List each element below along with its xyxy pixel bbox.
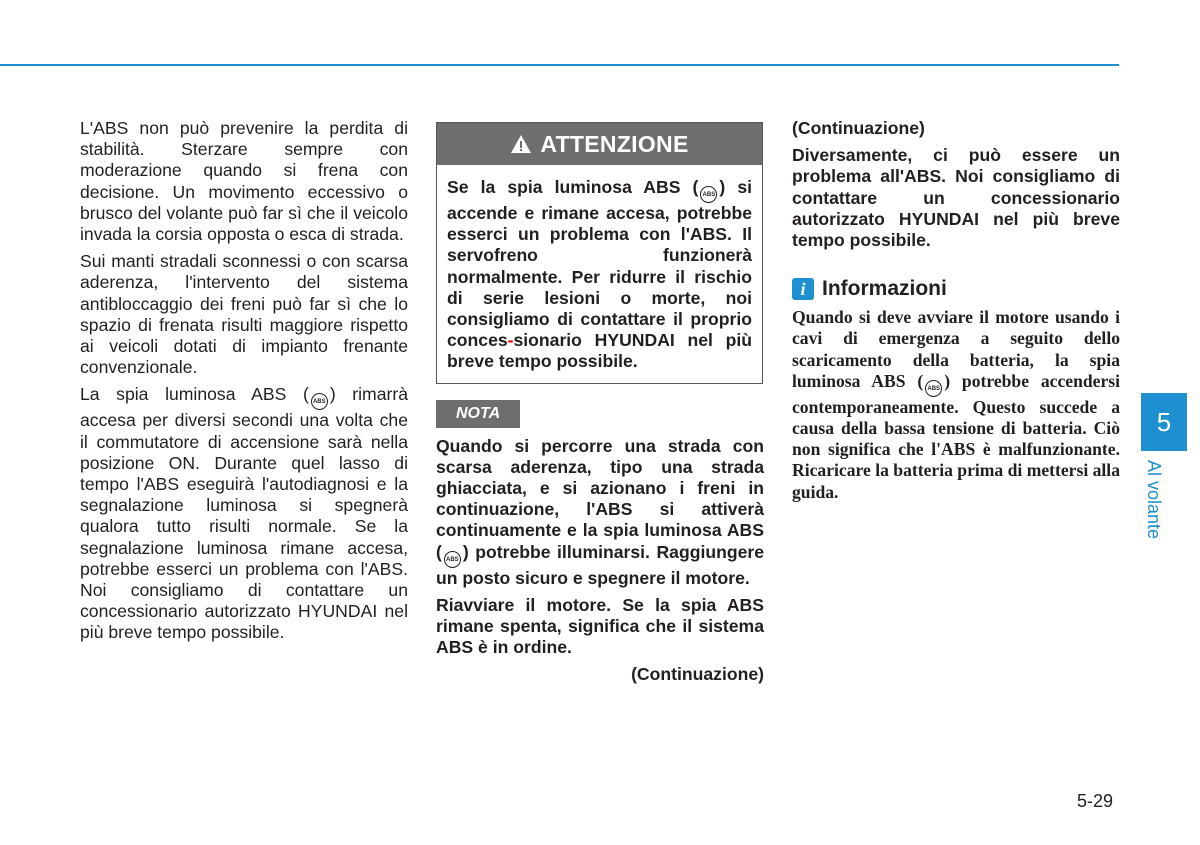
- top-rule: [0, 64, 1119, 66]
- warning-triangle-icon: [510, 134, 532, 154]
- paragraph-rough-roads: Sui manti stradali sconnessi o con scarsa aderenza, l'intervento del sistema antibloccaggio dei freni può far sì che lo spazio di frenata risulti maggiore rispetto ai veicoli dotati di impianto frenante convenzionale.: [80, 251, 408, 378]
- warning-body: [437, 165, 762, 383]
- column-left: [80, 118, 408, 650]
- info-icon: i: [792, 278, 814, 300]
- nota-badge: NOTA: [436, 400, 520, 428]
- continuation-heading: (Continuazione): [792, 118, 925, 138]
- warning-title: ATTENZIONE: [540, 130, 689, 157]
- abs-warning-icon: ABS: [444, 551, 461, 568]
- continuation-label: (Continuazione): [631, 664, 764, 685]
- nota-paragraph-1: Quando si percorre una strada con scarsa aderenza, tipo una strada ghiacciata, e si azionano i freni in continuazione, l'ABS si attiverà continuamente e la spia luminosa ABS ( ABS ) potrebbe illuminarsi. Raggiungere un posto sicuro e spegnere il motore.: [436, 435, 764, 588]
- info-title: Informazioni: [822, 277, 947, 301]
- warning-text: Se la spia luminosa ABS ( ABS ) si accende e rimane accesa, potrebbe esserci un problema con l'ABS. Il servofreno funzionerà normalmente. Per ridurre il rischio di serie lesioni o morte, noi consigliamo di contattare il proprio conces-sionario HYUNDAI nel più breve tempo possibile.: [447, 177, 753, 372]
- chapter-label: Al volante: [1144, 460, 1164, 540]
- info-paragraph: Quando si deve avviare il motore usando i cavi di emergenza a seguito dello scaricamento della batteria, la spia luminosa ABS ( ABS ) potrebbe accendersi contemporaneamente. Questo succede a causa della bassa tensione di batteria. Ciò non significa che l'ABS è malfunzionante. Ricaricare la batteria prima di mettersi alla guida.: [792, 307, 1120, 502]
- chapter-number-tab: 5: [1141, 393, 1187, 451]
- paragraph-abs-light: La spia luminosa ABS ( ABS ) rimarrà accesa per diversi secondi una volta che il commutatore di accensione sarà nella posizione ON. Durante quel lasso di tempo l'ABS eseguirà l'autodiagnosi e la segnalazione luminosa si spegnerà qualora tutto risulti normale. Se la segnalazione luminosa rimane accesa, potrebbe esserci un problema con l'ABS. Noi consigliamo di contattare un concessionario autorizzato HYUNDAI nel più breve tempo possibile.: [80, 384, 408, 643]
- abs-warning-icon: ABS: [311, 393, 328, 410]
- abs-warning-icon: ABS: [925, 380, 942, 397]
- paragraph-abs-stability: L'ABS non può prevenire la perdita di stabilità. Sterzare sempre con moderazione quando si frena con decisione. Un movimento eccessivo o brusco del volante può far sì che il veicolo invada la corsia opposta o esca di strada.: [80, 118, 408, 245]
- nota-paragraph-2: Riavviare il motore. Se la spia ABS rimane spenta, significa che il sistema ABS è in ordine.: [436, 594, 764, 658]
- warning-header: [437, 123, 762, 165]
- info-heading: [792, 277, 1120, 301]
- column-middle: [436, 118, 764, 692]
- warning-box: [436, 122, 763, 384]
- abs-warning-icon: ABS: [700, 186, 717, 203]
- paragraph-abs-problem: Diversamente, ci può essere un problema all'ABS. Noi consigliamo di contattare un concessionario autorizzato HYUNDAI nel più breve tempo possibile.: [792, 145, 1120, 251]
- column-right: [792, 118, 1120, 503]
- page-number: 5-29: [1077, 791, 1114, 811]
